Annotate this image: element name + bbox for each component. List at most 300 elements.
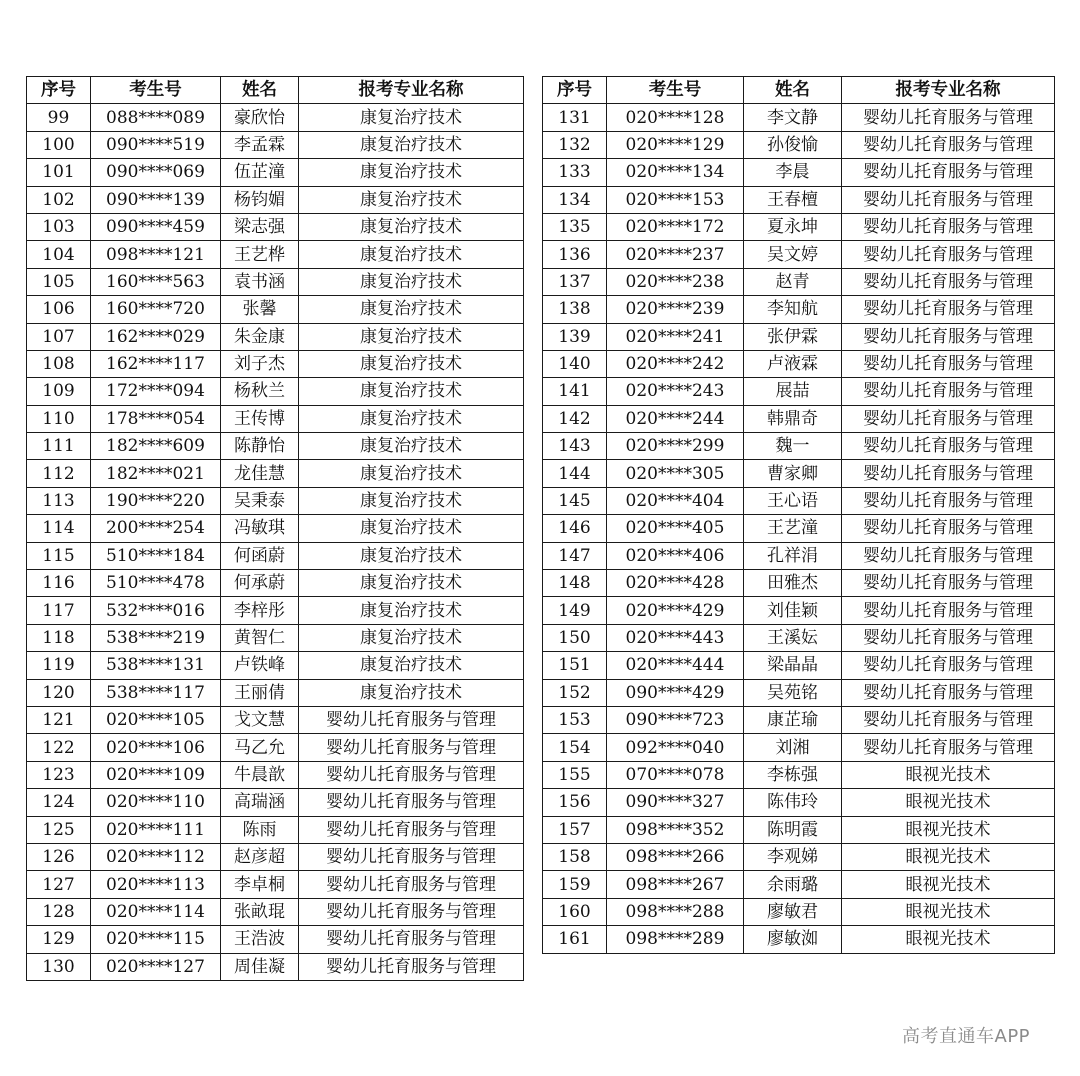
cell-name: 孔祥涓 [744, 542, 842, 569]
cell-exam-no: 020****114 [91, 898, 221, 925]
cell-major: 婴幼儿托育服务与管理 [842, 433, 1055, 460]
cell-exam-no: 020****105 [91, 706, 221, 733]
cell-name: 李卓桐 [221, 871, 299, 898]
cell-seq: 108 [27, 350, 91, 377]
cell-exam-no: 090****429 [607, 679, 744, 706]
cell-major: 康复治疗技术 [299, 652, 524, 679]
cell-name: 刘湘 [744, 734, 842, 761]
cell-exam-no: 090****723 [607, 706, 744, 733]
table-row [543, 871, 1055, 898]
cell-seq: 114 [27, 515, 91, 542]
cell-seq: 124 [27, 789, 91, 816]
table-row [543, 131, 1055, 158]
table-row [27, 816, 524, 843]
table-row [543, 898, 1055, 925]
cell-seq: 140 [543, 350, 607, 377]
cell-name: 王溪妘 [744, 624, 842, 651]
cell-exam-no: 098****267 [607, 871, 744, 898]
cell-seq: 117 [27, 597, 91, 624]
cell-name: 龙佳慧 [221, 460, 299, 487]
table-row [27, 460, 524, 487]
cell-exam-no: 090****459 [91, 213, 221, 240]
cell-exam-no: 020****238 [607, 268, 744, 295]
cell-major: 婴幼儿托育服务与管理 [842, 268, 1055, 295]
cell-exam-no: 510****184 [91, 542, 221, 569]
cell-name: 袁书涵 [221, 268, 299, 295]
table-row [27, 433, 524, 460]
cell-major: 婴幼儿托育服务与管理 [299, 761, 524, 788]
table-row [543, 515, 1055, 542]
cell-name: 孙俊愉 [744, 131, 842, 158]
cell-seq: 126 [27, 843, 91, 870]
cell-major: 婴幼儿托育服务与管理 [299, 871, 524, 898]
table-row [27, 542, 524, 569]
table-row [543, 323, 1055, 350]
table-row [27, 186, 524, 213]
cell-name: 李孟霖 [221, 131, 299, 158]
cell-exam-no: 538****131 [91, 652, 221, 679]
table-row [27, 241, 524, 268]
cell-name: 赵青 [744, 268, 842, 295]
cell-name: 张畝琨 [221, 898, 299, 925]
cell-seq: 111 [27, 433, 91, 460]
cell-exam-no: 162****117 [91, 350, 221, 377]
table-row [27, 268, 524, 295]
table-row [543, 789, 1055, 816]
cell-seq: 99 [27, 104, 91, 131]
cell-exam-no: 098****352 [607, 816, 744, 843]
cell-name: 刘佳颖 [744, 597, 842, 624]
cell-exam-no: 172****094 [91, 378, 221, 405]
cell-major: 康复治疗技术 [299, 460, 524, 487]
cell-name: 伍芷潼 [221, 159, 299, 186]
cell-name: 展喆 [744, 378, 842, 405]
cell-seq: 107 [27, 323, 91, 350]
header-major: 报考专业名称 [842, 77, 1055, 104]
cell-seq: 160 [543, 898, 607, 925]
cell-major: 眼视光技术 [842, 898, 1055, 925]
cell-name: 马乙允 [221, 734, 299, 761]
cell-name: 赵彦超 [221, 843, 299, 870]
cell-exam-no: 020****127 [91, 953, 221, 980]
table-row [543, 186, 1055, 213]
cell-exam-no: 020****112 [91, 843, 221, 870]
cell-name: 夏永坤 [744, 213, 842, 240]
table-row [543, 296, 1055, 323]
cell-seq: 132 [543, 131, 607, 158]
table-row [27, 761, 524, 788]
table-row [543, 350, 1055, 377]
cell-seq: 130 [27, 953, 91, 980]
cell-major: 康复治疗技术 [299, 487, 524, 514]
cell-seq: 150 [543, 624, 607, 651]
cell-major: 康复治疗技术 [299, 515, 524, 542]
cell-major: 婴幼儿托育服务与管理 [842, 296, 1055, 323]
cell-name: 王春檀 [744, 186, 842, 213]
cell-major: 婴幼儿托育服务与管理 [842, 323, 1055, 350]
table-row [543, 926, 1055, 953]
cell-major: 康复治疗技术 [299, 296, 524, 323]
cell-name: 李知航 [744, 296, 842, 323]
table-row [27, 926, 524, 953]
admission-table-right [542, 76, 1055, 954]
cell-seq: 149 [543, 597, 607, 624]
table-row [543, 624, 1055, 651]
cell-exam-no: 098****266 [607, 843, 744, 870]
cell-major: 眼视光技术 [842, 871, 1055, 898]
cell-seq: 158 [543, 843, 607, 870]
cell-major: 康复治疗技术 [299, 570, 524, 597]
cell-major: 婴幼儿托育服务与管理 [842, 706, 1055, 733]
cell-exam-no: 098****121 [91, 241, 221, 268]
cell-exam-no: 020****244 [607, 405, 744, 432]
cell-name: 韩鼎奇 [744, 405, 842, 432]
cell-seq: 142 [543, 405, 607, 432]
cell-name: 王艺桦 [221, 241, 299, 268]
cell-exam-no: 090****327 [607, 789, 744, 816]
cell-seq: 155 [543, 761, 607, 788]
cell-seq: 103 [27, 213, 91, 240]
cell-name: 王心语 [744, 487, 842, 514]
table-row [27, 487, 524, 514]
cell-major: 婴幼儿托育服务与管理 [842, 104, 1055, 131]
cell-major: 婴幼儿托育服务与管理 [842, 460, 1055, 487]
cell-seq: 136 [543, 241, 607, 268]
cell-seq: 156 [543, 789, 607, 816]
cell-exam-no: 090****519 [91, 131, 221, 158]
cell-name: 张馨 [221, 296, 299, 323]
cell-major: 婴幼儿托育服务与管理 [299, 953, 524, 980]
cell-name: 何函蔚 [221, 542, 299, 569]
header-major: 报考专业名称 [299, 77, 524, 104]
cell-major: 眼视光技术 [842, 816, 1055, 843]
cell-exam-no: 020****406 [607, 542, 744, 569]
cell-major: 婴幼儿托育服务与管理 [842, 570, 1055, 597]
cell-name: 吴文婷 [744, 241, 842, 268]
header-seq: 序号 [27, 77, 91, 104]
cell-seq: 143 [543, 433, 607, 460]
cell-name: 陈雨 [221, 816, 299, 843]
cell-seq: 101 [27, 159, 91, 186]
cell-major: 婴幼儿托育服务与管理 [842, 734, 1055, 761]
cell-major: 康复治疗技术 [299, 104, 524, 131]
cell-name: 高瑞涵 [221, 789, 299, 816]
table-header-row [27, 77, 524, 104]
cell-seq: 135 [543, 213, 607, 240]
cell-major: 婴幼儿托育服务与管理 [842, 350, 1055, 377]
cell-exam-no: 538****219 [91, 624, 221, 651]
cell-major: 婴幼儿托育服务与管理 [842, 378, 1055, 405]
cell-major: 婴幼儿托育服务与管理 [842, 241, 1055, 268]
cell-exam-no: 532****016 [91, 597, 221, 624]
cell-major: 眼视光技术 [842, 926, 1055, 953]
cell-exam-no: 020****109 [91, 761, 221, 788]
cell-exam-no: 070****078 [607, 761, 744, 788]
cell-name: 李文静 [744, 104, 842, 131]
cell-exam-no: 020****241 [607, 323, 744, 350]
cell-seq: 128 [27, 898, 91, 925]
cell-seq: 109 [27, 378, 91, 405]
table-row [543, 268, 1055, 295]
table-row [27, 843, 524, 870]
cell-seq: 127 [27, 871, 91, 898]
cell-seq: 110 [27, 405, 91, 432]
cell-name: 杨钧媚 [221, 186, 299, 213]
cell-seq: 121 [27, 706, 91, 733]
cell-name: 豪欣怡 [221, 104, 299, 131]
header-name: 姓名 [221, 77, 299, 104]
cell-exam-no: 020****172 [607, 213, 744, 240]
cell-seq: 144 [543, 460, 607, 487]
cell-seq: 133 [543, 159, 607, 186]
cell-seq: 115 [27, 542, 91, 569]
cell-exam-no: 020****305 [607, 460, 744, 487]
cell-exam-no: 020****429 [607, 597, 744, 624]
table-row [27, 296, 524, 323]
cell-name: 杨秋兰 [221, 378, 299, 405]
cell-exam-no: 098****288 [607, 898, 744, 925]
cell-seq: 161 [543, 926, 607, 953]
cell-name: 王浩波 [221, 926, 299, 953]
cell-exam-no: 020****237 [607, 241, 744, 268]
table-row [27, 624, 524, 651]
cell-seq: 152 [543, 679, 607, 706]
cell-name: 廖敏洳 [744, 926, 842, 953]
cell-major: 婴幼儿托育服务与管理 [842, 186, 1055, 213]
cell-exam-no: 190****220 [91, 487, 221, 514]
cell-major: 康复治疗技术 [299, 241, 524, 268]
table-row [543, 679, 1055, 706]
table-row [27, 515, 524, 542]
cell-major: 婴幼儿托育服务与管理 [299, 706, 524, 733]
table-row [27, 213, 524, 240]
cell-major: 康复治疗技术 [299, 405, 524, 432]
cell-seq: 119 [27, 652, 91, 679]
cell-major: 婴幼儿托育服务与管理 [299, 843, 524, 870]
cell-seq: 104 [27, 241, 91, 268]
cell-name: 黄智仁 [221, 624, 299, 651]
cell-major: 婴幼儿托育服务与管理 [299, 816, 524, 843]
cell-exam-no: 020****113 [91, 871, 221, 898]
cell-exam-no: 020****443 [607, 624, 744, 651]
cell-seq: 100 [27, 131, 91, 158]
cell-seq: 151 [543, 652, 607, 679]
cell-seq: 118 [27, 624, 91, 651]
cell-exam-no: 020****111 [91, 816, 221, 843]
cell-name: 陈伟玲 [744, 789, 842, 816]
header-exam-no: 考生号 [607, 77, 744, 104]
cell-exam-no: 020****129 [607, 131, 744, 158]
cell-major: 婴幼儿托育服务与管理 [842, 405, 1055, 432]
cell-exam-no: 020****110 [91, 789, 221, 816]
cell-major: 婴幼儿托育服务与管理 [842, 542, 1055, 569]
table-row [543, 706, 1055, 733]
cell-seq: 148 [543, 570, 607, 597]
table-row [27, 131, 524, 158]
cell-exam-no: 088****089 [91, 104, 221, 131]
header-name: 姓名 [744, 77, 842, 104]
table-row [543, 487, 1055, 514]
cell-major: 康复治疗技术 [299, 213, 524, 240]
cell-name: 何承蔚 [221, 570, 299, 597]
table-row [543, 213, 1055, 240]
cell-name: 李观娣 [744, 843, 842, 870]
table-row [27, 706, 524, 733]
cell-seq: 131 [543, 104, 607, 131]
cell-major: 婴幼儿托育服务与管理 [299, 898, 524, 925]
cell-seq: 159 [543, 871, 607, 898]
cell-major: 眼视光技术 [842, 789, 1055, 816]
table-row [27, 734, 524, 761]
table-header-row [543, 77, 1055, 104]
cell-name: 卢铁峰 [221, 652, 299, 679]
table-row [27, 789, 524, 816]
cell-major: 眼视光技术 [842, 761, 1055, 788]
cell-exam-no: 090****069 [91, 159, 221, 186]
table-row [27, 570, 524, 597]
table-row [543, 460, 1055, 487]
cell-exam-no: 182****609 [91, 433, 221, 460]
cell-exam-no: 510****478 [91, 570, 221, 597]
cell-name: 张伊霖 [744, 323, 842, 350]
cell-exam-no: 090****139 [91, 186, 221, 213]
cell-name: 陈静怡 [221, 433, 299, 460]
cell-major: 婴幼儿托育服务与管理 [842, 131, 1055, 158]
cell-seq: 134 [543, 186, 607, 213]
cell-major: 婴幼儿托育服务与管理 [842, 597, 1055, 624]
cell-exam-no: 020****444 [607, 652, 744, 679]
table-row [543, 433, 1055, 460]
table-row [27, 323, 524, 350]
cell-name: 梁志强 [221, 213, 299, 240]
table-row [27, 898, 524, 925]
table-row [27, 652, 524, 679]
table-row [543, 843, 1055, 870]
cell-major: 康复治疗技术 [299, 131, 524, 158]
cell-major: 婴幼儿托育服务与管理 [299, 926, 524, 953]
cell-exam-no: 200****254 [91, 515, 221, 542]
cell-seq: 129 [27, 926, 91, 953]
cell-exam-no: 020****153 [607, 186, 744, 213]
table-row [543, 405, 1055, 432]
cell-name: 卢液霖 [744, 350, 842, 377]
cell-exam-no: 538****117 [91, 679, 221, 706]
cell-major: 康复治疗技术 [299, 186, 524, 213]
table-row [543, 652, 1055, 679]
cell-name: 吴秉泰 [221, 487, 299, 514]
cell-seq: 154 [543, 734, 607, 761]
cell-major: 眼视光技术 [842, 843, 1055, 870]
cell-name: 李梓彤 [221, 597, 299, 624]
cell-name: 曹家卿 [744, 460, 842, 487]
cell-name: 王传博 [221, 405, 299, 432]
cell-exam-no: 160****720 [91, 296, 221, 323]
cell-exam-no: 160****563 [91, 268, 221, 295]
cell-name: 李栋强 [744, 761, 842, 788]
cell-name: 魏一 [744, 433, 842, 460]
cell-name: 王艺潼 [744, 515, 842, 542]
cell-major: 婴幼儿托育服务与管理 [842, 679, 1055, 706]
cell-name: 梁晶晶 [744, 652, 842, 679]
cell-seq: 122 [27, 734, 91, 761]
table-row [543, 542, 1055, 569]
table-row [27, 350, 524, 377]
table-row [27, 405, 524, 432]
cell-major: 婴幼儿托育服务与管理 [842, 159, 1055, 186]
cell-major: 婴幼儿托育服务与管理 [842, 515, 1055, 542]
cell-seq: 138 [543, 296, 607, 323]
cell-seq: 145 [543, 487, 607, 514]
cell-exam-no: 020****106 [91, 734, 221, 761]
cell-major: 婴幼儿托育服务与管理 [299, 789, 524, 816]
cell-seq: 120 [27, 679, 91, 706]
cell-major: 康复治疗技术 [299, 542, 524, 569]
header-exam-no: 考生号 [91, 77, 221, 104]
admission-table-left [26, 76, 524, 981]
table-row [543, 104, 1055, 131]
table-row [27, 871, 524, 898]
cell-exam-no: 178****054 [91, 405, 221, 432]
cell-major: 康复治疗技术 [299, 597, 524, 624]
cell-major: 康复治疗技术 [299, 624, 524, 651]
cell-exam-no: 098****289 [607, 926, 744, 953]
cell-name: 戈文慧 [221, 706, 299, 733]
cell-name: 刘子杰 [221, 350, 299, 377]
table-row [543, 761, 1055, 788]
cell-major: 康复治疗技术 [299, 350, 524, 377]
cell-major: 康复治疗技术 [299, 159, 524, 186]
cell-name: 余雨璐 [744, 871, 842, 898]
cell-exam-no: 020****243 [607, 378, 744, 405]
table-row [27, 159, 524, 186]
table-row [543, 597, 1055, 624]
table-row [27, 679, 524, 706]
cell-major: 婴幼儿托育服务与管理 [842, 213, 1055, 240]
cell-exam-no: 182****021 [91, 460, 221, 487]
cell-major: 婴幼儿托育服务与管理 [842, 624, 1055, 651]
cell-exam-no: 020****242 [607, 350, 744, 377]
cell-exam-no: 020****134 [607, 159, 744, 186]
cell-major: 康复治疗技术 [299, 268, 524, 295]
cell-name: 朱金康 [221, 323, 299, 350]
cell-major: 婴幼儿托育服务与管理 [299, 734, 524, 761]
cell-seq: 106 [27, 296, 91, 323]
cell-seq: 113 [27, 487, 91, 514]
cell-name: 吴苑铭 [744, 679, 842, 706]
table-row [543, 570, 1055, 597]
cell-seq: 137 [543, 268, 607, 295]
table-row [543, 378, 1055, 405]
table-row [27, 104, 524, 131]
cell-seq: 102 [27, 186, 91, 213]
cell-major: 康复治疗技术 [299, 679, 524, 706]
table-row [27, 597, 524, 624]
cell-major: 康复治疗技术 [299, 323, 524, 350]
cell-exam-no: 020****128 [607, 104, 744, 131]
cell-seq: 146 [543, 515, 607, 542]
cell-seq: 112 [27, 460, 91, 487]
cell-exam-no: 092****040 [607, 734, 744, 761]
cell-exam-no: 020****239 [607, 296, 744, 323]
table-row [543, 159, 1055, 186]
cell-exam-no: 020****115 [91, 926, 221, 953]
cell-seq: 153 [543, 706, 607, 733]
cell-seq: 141 [543, 378, 607, 405]
cell-name: 康芷瑜 [744, 706, 842, 733]
cell-name: 周佳凝 [221, 953, 299, 980]
table-row [543, 816, 1055, 843]
cell-major: 康复治疗技术 [299, 378, 524, 405]
